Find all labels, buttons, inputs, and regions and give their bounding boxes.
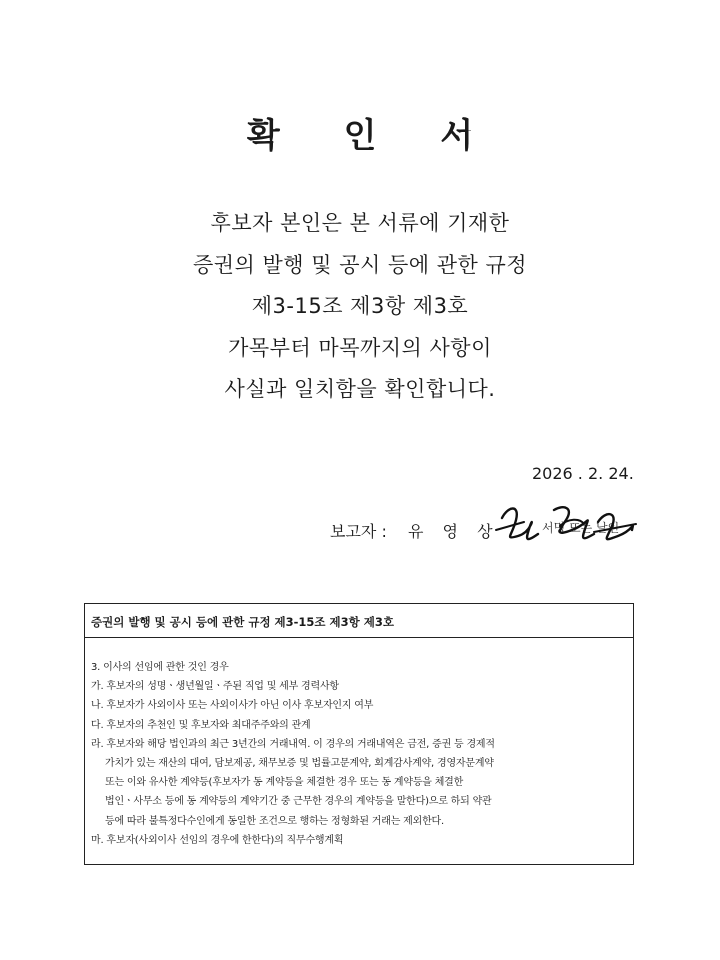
regulation-line: 3. 이사의 선임에 관한 것인 경우	[91, 662, 229, 673]
document-title: 확 인 서	[246, 116, 500, 156]
reporter-name: 유 영 상	[408, 522, 500, 541]
regulation-line: 등에 따라 불특정다수인에게 동일한 조건으로 행하는 정형화된 거래는 제외한다.	[105, 815, 444, 827]
statement-line: 증권의 발행 및 공시 등에 관한 규정	[192, 252, 528, 277]
document-date: 2026 . 2. 24.	[532, 464, 634, 483]
regulation-line: 라. 후보자와 해당 법인과의 최근 3년간의 거래내역. 이 경우의 거래내역은 금전, 증권 등 경제적	[91, 738, 495, 750]
regulation-line: 마. 후보자(사외이사 선임의 경우에 한한다)의 직무수행계획	[91, 834, 344, 846]
regulation-box	[84, 603, 634, 865]
statement-line: 사실과 일치함을 확인합니다.	[224, 377, 496, 401]
regulation-line: 가. 후보자의 성명ㆍ생년월일ㆍ주된 직업 및 세부 경력사항	[91, 681, 339, 693]
regulation-box-header: 증권의 발행 및 공시 등에 관한 규정 제3-15조 제3항 제3호	[85, 604, 633, 638]
signature-note: 서명 또는 날인	[542, 521, 620, 535]
regulation-line: 나. 후보자가 사외이사 또는 사외이사가 아닌 이사 후보자인지 여부	[91, 700, 374, 712]
regulation-line: 다. 후보자의 추천인 및 후보자와 최대주주와의 관계	[91, 719, 311, 731]
handwritten-signature	[494, 496, 640, 552]
statement-line: 가목부터 마목까지의 사항이	[228, 335, 492, 360]
regulation-line: 또는 이와 유사한 계약등(후보자가 동 계약등을 체결한 경우 또는 동 계약등을 체결한	[105, 777, 464, 789]
confirmation-statement	[0, 203, 720, 411]
regulation-line: 가치가 있는 재산의 대여, 담보제공, 채무보증 및 법률고문계약, 회계감사계약, 경영자문계약	[105, 758, 494, 770]
regulation-line: 법인ㆍ사무소 등에 동 계약등의 계약기간 중 근무한 경우의 계약등을 말한다)으로 하되 약관	[105, 796, 492, 808]
statement-line: 제3-15조 제3항 제3호	[251, 294, 469, 318]
statement-line: 후보자 본인은 본 서류에 기재한	[210, 211, 510, 235]
regulation-box-body	[91, 658, 629, 850]
reporter-label: 보고자 :	[330, 522, 387, 541]
